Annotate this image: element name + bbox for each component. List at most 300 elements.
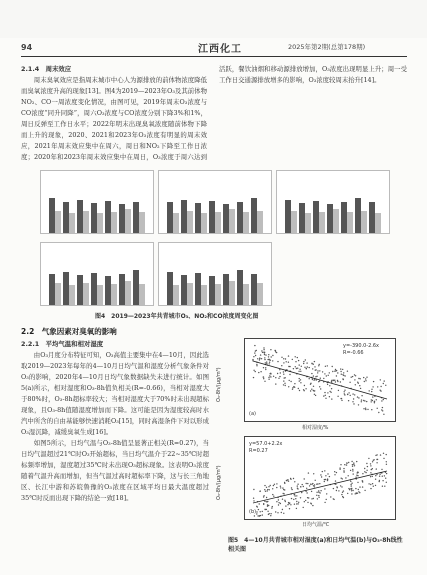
scatter-point: [276, 487, 277, 488]
scatter-point: [316, 484, 317, 485]
scatter-point: [313, 498, 314, 499]
scatter-point: [311, 389, 312, 390]
figure-4-bar: [97, 285, 103, 305]
scatter-point: [280, 503, 281, 504]
scatter-point: [357, 471, 358, 472]
scatter-point: [275, 383, 276, 384]
scatter-point: [264, 359, 265, 360]
scatter-point: [289, 366, 290, 367]
scatter-point: [322, 371, 323, 372]
scatter-point: [261, 358, 262, 359]
scatter-point: [352, 466, 353, 467]
scatter-point: [257, 358, 258, 359]
scatter-point: [336, 486, 337, 487]
scatter-point: [353, 462, 354, 463]
scatter-point: [331, 398, 332, 399]
scatter-point: [351, 490, 352, 491]
scatter-point: [365, 380, 366, 381]
scatter-point: [305, 500, 306, 501]
scatter-point: [290, 504, 291, 505]
scatter-point: [268, 377, 269, 378]
scatter-point: [268, 359, 269, 360]
scatter-point: [253, 377, 254, 378]
figure-5b-r: R=0.27: [249, 448, 268, 454]
scatter-point: [325, 398, 326, 399]
scatter-point: [324, 502, 325, 503]
scatter-point: [276, 483, 277, 484]
scatter-point: [339, 467, 340, 468]
scatter-point: [265, 509, 266, 510]
scatter-point: [370, 488, 371, 489]
scatter-point: [281, 357, 282, 358]
scatter-point: [348, 400, 349, 401]
scatter-point: [353, 403, 354, 404]
scatter-point: [292, 359, 293, 360]
scatter-point: [383, 414, 384, 415]
figure-4-bar: [215, 212, 221, 233]
scatter-point: [306, 483, 307, 484]
scatter-point: [286, 361, 287, 362]
scatter-point: [295, 361, 296, 362]
scatter-point: [380, 454, 381, 455]
scatter-point: [281, 512, 282, 513]
scatter-point: [256, 511, 257, 512]
figure-4-bar: [55, 283, 61, 306]
scatter-point: [319, 380, 320, 381]
scatter-point: [340, 485, 341, 486]
scatter-point: [270, 373, 271, 374]
scatter-point: [268, 379, 269, 380]
scatter-point: [253, 489, 254, 490]
scatter-point: [283, 374, 284, 375]
scatter-point: [350, 481, 351, 482]
scatter-point: [270, 485, 271, 486]
scatter-point: [295, 498, 296, 499]
scatter-point: [363, 400, 364, 401]
scatter-point: [283, 493, 284, 494]
scatter-point: [285, 358, 286, 359]
scatter-point: [311, 503, 312, 504]
scatter-point: [345, 477, 346, 478]
figure-4-bar: [173, 285, 179, 305]
scatter-point: [265, 354, 266, 355]
scatter-point: [363, 377, 364, 378]
figure-4-bar: [173, 213, 179, 233]
scatter-point: [358, 491, 359, 492]
scatter-point: [268, 514, 269, 515]
figure-4-bar: [243, 284, 249, 305]
scatter-point: [283, 358, 284, 359]
scatter-point: [272, 494, 273, 495]
scatter-point: [320, 378, 321, 379]
scatter-point: [333, 498, 334, 499]
scatter-point: [313, 375, 314, 376]
scatter-point: [364, 468, 365, 469]
scatter-point: [311, 373, 312, 374]
scatter-point: [383, 383, 384, 384]
scatter-point: [281, 365, 282, 366]
scatter-point: [288, 386, 289, 387]
scatter-point: [313, 390, 314, 391]
scatter-point: [288, 362, 289, 363]
scatter-point: [343, 468, 344, 469]
scatter-point: [284, 483, 285, 484]
scatter-point: [337, 372, 338, 373]
scatter-point: [318, 492, 319, 493]
scatter-point: [366, 463, 367, 464]
scatter-point: [317, 498, 318, 499]
scatter-point: [259, 359, 260, 360]
scatter-point: [309, 485, 310, 486]
section-heading-2-2: 2.2 气象因素对臭氧的影响: [21, 327, 117, 336]
scatter-point: [284, 500, 285, 501]
scatter-point: [265, 369, 266, 370]
scatter-point: [285, 505, 286, 506]
figure-4-bar: [187, 283, 193, 305]
scatter-point: [381, 400, 382, 401]
scatter-point: [352, 470, 353, 471]
scatter-point: [327, 365, 328, 366]
scatter-point: [308, 472, 309, 473]
scatter-point: [288, 502, 289, 503]
scatter-point: [364, 471, 365, 472]
scatter-point: [385, 478, 386, 479]
scatter-point: [254, 352, 255, 353]
scatter-point: [310, 484, 311, 485]
scatter-point: [277, 361, 278, 362]
scatter-point: [335, 484, 336, 485]
scatter-point: [356, 492, 357, 493]
regression-line: [253, 361, 387, 399]
scatter-point: [262, 352, 263, 353]
scatter-point: [263, 352, 264, 353]
scatter-point: [338, 490, 339, 491]
scatter-point: [340, 371, 341, 372]
scatter-point: [263, 378, 264, 379]
scatter-point: [317, 370, 318, 371]
scatter-point: [373, 460, 374, 461]
scatter-point: [282, 487, 283, 488]
scatter-point: [260, 371, 261, 372]
scatter-point: [385, 385, 386, 386]
scatter-point: [266, 361, 267, 362]
figure-4-bar: [333, 209, 339, 233]
scatter-point: [302, 484, 303, 485]
scatter-point: [253, 500, 254, 501]
scatter-point: [351, 483, 352, 484]
scatter-point: [254, 515, 255, 516]
figure-4-bar: [305, 213, 311, 233]
scatter-point: [299, 380, 300, 381]
scatter-point: [291, 487, 292, 488]
scatter-point: [336, 375, 337, 376]
scatter-point: [351, 493, 352, 494]
scatter-point: [263, 376, 264, 377]
scatter-point: [386, 482, 387, 483]
scatter-point: [272, 488, 273, 489]
figure-4-bar: [97, 213, 103, 233]
scatter-point: [267, 489, 268, 490]
scatter-point: [311, 498, 312, 499]
scatter-point: [272, 506, 273, 507]
scatter-point: [265, 491, 266, 492]
figure-5-caption: 图5 4—10月共青城市相对湿度(a)和日均气温(b)与O₃-8h线性相关图: [228, 537, 403, 553]
figure-4-bar: [319, 212, 325, 233]
scatter-point: [347, 371, 348, 372]
scatter-point: [335, 480, 336, 481]
figure-4-bar: [83, 211, 89, 233]
scatter-point: [323, 395, 324, 396]
scatter-point: [318, 495, 319, 496]
scatter-point: [298, 360, 299, 361]
scatter-point: [381, 469, 382, 470]
scatter-point: [360, 378, 361, 379]
figure-4-bar: [361, 211, 367, 234]
scatter-point: [374, 402, 375, 403]
scatter-point: [343, 375, 344, 376]
scatter-point: [383, 458, 384, 459]
scatter-point: [371, 389, 372, 390]
scatter-point: [373, 486, 374, 487]
scatter-point: [355, 375, 356, 376]
scatter-point: [376, 462, 377, 463]
scatter-point: [255, 355, 256, 356]
scatter-point: [333, 380, 334, 381]
scatter-point: [384, 475, 385, 476]
scatter-point: [313, 364, 314, 365]
scatter-point: [287, 504, 288, 505]
scatter-point: [291, 489, 292, 490]
figure-4-bar: [83, 283, 89, 305]
scatter-point: [318, 497, 319, 498]
scatter-point: [314, 390, 315, 391]
scatter-point: [382, 486, 383, 487]
scatter-point: [370, 465, 371, 466]
issue-info: 2025年第2期(总第178期): [288, 43, 366, 51]
scatter-point: [372, 396, 373, 397]
scatter-point: [269, 375, 270, 376]
scatter-point: [380, 390, 381, 391]
figure-4-bar: [291, 211, 297, 233]
scatter-point: [379, 476, 380, 477]
scatter-point: [361, 401, 362, 402]
scatter-point: [329, 476, 330, 477]
scatter-point: [276, 501, 277, 502]
scatter-point: [343, 490, 344, 491]
scatter-point: [286, 480, 287, 481]
scatter-point: [303, 361, 304, 362]
scatter-point: [279, 369, 280, 370]
scatter-point: [379, 474, 380, 475]
scatter-point: [313, 473, 314, 474]
scatter-point: [347, 493, 348, 494]
scatter-point: [307, 366, 308, 367]
scatter-point: [312, 379, 313, 380]
regression-line: [253, 471, 387, 503]
scatter-point: [297, 488, 298, 489]
scatter-point: [333, 488, 334, 489]
scatter-point: [324, 392, 325, 393]
scatter-point: [304, 385, 305, 386]
scatter-point: [328, 375, 329, 376]
scatter-point: [357, 493, 358, 494]
scatter-point: [263, 496, 264, 497]
scatter-point: [327, 480, 328, 481]
scatter-point: [263, 504, 264, 505]
scatter-point: [340, 464, 341, 465]
scatter-point: [351, 485, 352, 486]
scatter-point: [341, 494, 342, 495]
scatter-point: [376, 459, 377, 460]
scatter-point: [355, 384, 356, 385]
scatter-point: [325, 366, 326, 367]
scatter-point: [278, 504, 279, 505]
scatter-point: [365, 408, 366, 409]
scatter-point: [335, 369, 336, 370]
scatter-point: [259, 515, 260, 516]
scatter-point: [260, 511, 261, 512]
scatter-point: [263, 347, 264, 348]
scatter-point: [297, 368, 298, 369]
scatter-point: [255, 350, 256, 351]
scatter-point: [362, 473, 363, 474]
scatter-point: [298, 371, 299, 372]
scatter-point: [266, 501, 267, 502]
scatter-point: [270, 515, 271, 516]
scatter-point: [296, 495, 297, 496]
scatter-point: [319, 370, 320, 371]
scatter-point: [313, 485, 314, 486]
scatter-point: [301, 492, 302, 493]
scatter-point: [290, 479, 291, 480]
figure-4-bar: [139, 212, 145, 233]
scatter-point: [326, 493, 327, 494]
scatter-point: [376, 468, 377, 469]
text-column-right-top: [219, 64, 407, 163]
scatter-point: [362, 480, 363, 481]
scatter-point: [310, 384, 311, 385]
figure-4-panel: [158, 170, 272, 234]
scatter-point: [268, 354, 269, 355]
scatter-point: [264, 501, 265, 502]
figure-4-bar: [125, 281, 131, 305]
scatter-point: [320, 388, 321, 389]
scatter-point: [295, 356, 296, 357]
scatter-point: [358, 378, 359, 379]
scatter-point: [357, 396, 358, 397]
scatter-point: [353, 398, 354, 399]
text-column-left-top: [21, 64, 207, 163]
scatter-point: [343, 497, 344, 498]
scatter-point: [290, 381, 291, 382]
scatter-point: [278, 378, 279, 379]
figure-4-bar: [257, 283, 263, 306]
scatter-point: [287, 479, 288, 480]
scatter-point: [327, 473, 328, 474]
scatter-point: [280, 486, 281, 487]
scatter-point: [289, 508, 290, 509]
scatter-point: [326, 375, 327, 376]
scatter-point: [357, 482, 358, 483]
scatter-point: [299, 390, 300, 391]
scatter-point: [311, 363, 312, 364]
scatter-point: [294, 481, 295, 482]
scatter-point: [344, 464, 345, 465]
scatter-point: [300, 497, 301, 498]
scatter-point: [354, 374, 355, 375]
scatter-point: [309, 367, 310, 368]
scatter-point: [315, 395, 316, 396]
scatter-point: [353, 473, 354, 474]
scatter-point: [324, 481, 325, 482]
figure-4-bar: [111, 284, 117, 305]
figure-4-caption: 图4 2019—2023年共青城市O₃、NO₂和CO浓度周变化图: [95, 313, 259, 320]
scatter-point: [256, 365, 257, 366]
figure-5b-plot: [244, 436, 396, 520]
scatter-point: [338, 390, 339, 391]
scatter-point: [370, 476, 371, 477]
scatter-point: [364, 490, 365, 491]
scatter-point: [320, 490, 321, 491]
scatter-point: [348, 475, 349, 476]
scatter-point: [359, 385, 360, 386]
scatter-point: [359, 486, 360, 487]
scatter-point: [383, 399, 384, 400]
scatter-point: [296, 368, 297, 369]
scatter-point: [386, 464, 387, 465]
scatter-point: [295, 366, 296, 367]
scatter-point: [306, 492, 307, 493]
scatter-point: [270, 349, 271, 350]
scatter-point: [275, 377, 276, 378]
scatter-point: [370, 484, 371, 485]
scatter-point: [299, 369, 300, 370]
scatter-point: [277, 373, 278, 374]
scatter-point: [306, 362, 307, 363]
scatter-point: [303, 486, 304, 487]
scatter-point: [376, 454, 377, 455]
scatter-point: [307, 502, 308, 503]
scatter-point: [319, 364, 320, 365]
scatter-point: [300, 486, 301, 487]
scatter-point: [268, 505, 269, 506]
scatter-point: [347, 394, 348, 395]
scatter-point: [294, 494, 295, 495]
scatter-point: [317, 372, 318, 373]
scatter-point: [350, 484, 351, 485]
scatter-point: [348, 462, 349, 463]
scatter-point: [352, 401, 353, 402]
scatter-point: [275, 351, 276, 352]
scatter-point: [308, 497, 309, 498]
scatter-point: [342, 369, 343, 370]
section-heading-2-1-4: 2.1.4 周末效应: [21, 65, 72, 73]
scatter-point: [303, 389, 304, 390]
scatter-point: [344, 375, 345, 376]
figure-5a-equation: y=-390.0-2.6x: [343, 343, 379, 349]
scatter-point: [352, 393, 353, 394]
scatter-point: [362, 486, 363, 487]
scatter-point: [336, 472, 337, 473]
figure-4-panel: [158, 242, 272, 306]
scatter-point: [367, 466, 368, 467]
scatter-point: [341, 400, 342, 401]
scatter-point: [275, 511, 276, 512]
scatter-point: [375, 479, 376, 480]
figure-5: [216, 332, 410, 532]
scatter-point: [349, 382, 350, 383]
scatter-point: [386, 454, 387, 455]
